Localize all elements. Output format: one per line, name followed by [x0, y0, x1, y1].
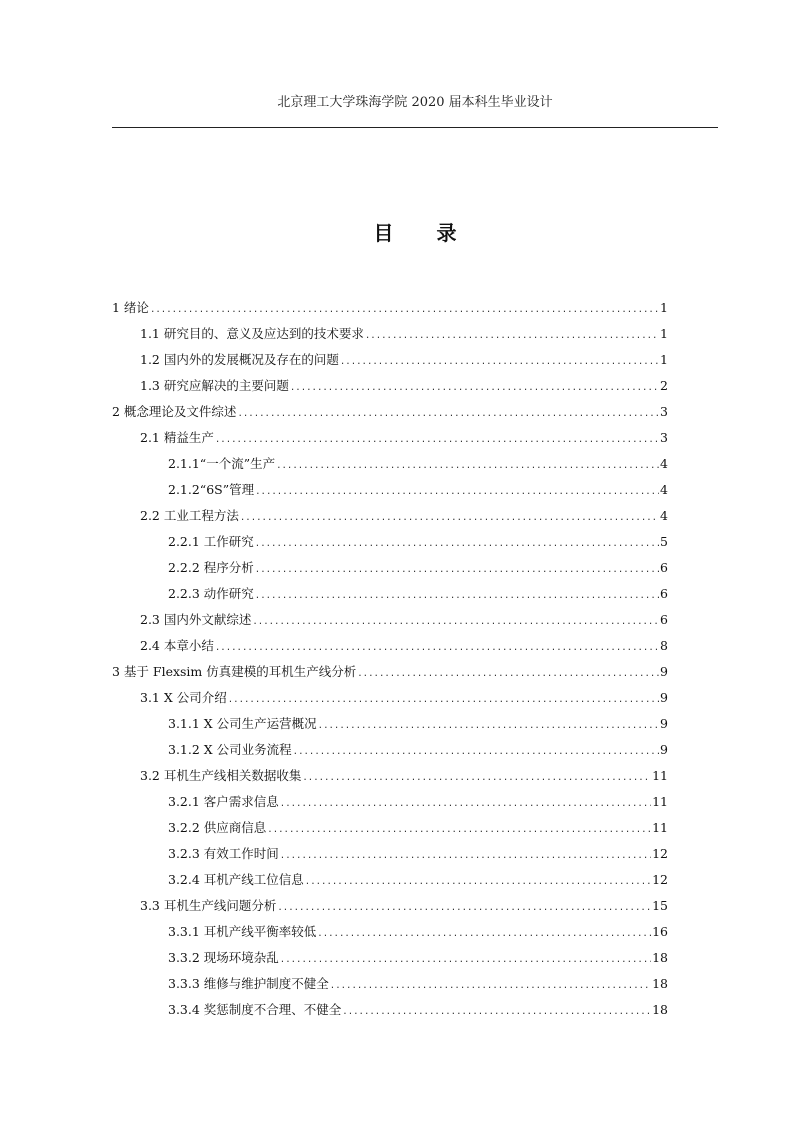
toc-entry-title: 3.2.4 耳机产线工位信息 [168, 872, 304, 887]
toc-page-number: 3 [660, 404, 668, 419]
toc-page-number: 6 [660, 560, 668, 575]
toc-dot-leader [215, 430, 659, 450]
toc-page-number: 5 [660, 534, 668, 549]
toc-page-number: 6 [660, 612, 668, 627]
toc-entry[interactable] [112, 896, 668, 922]
toc-entry[interactable] [112, 454, 668, 480]
toc-dot-leader [280, 950, 651, 970]
toc-page-number: 18 [652, 1002, 668, 1017]
toc-entry[interactable] [112, 870, 668, 896]
toc-page-number: 11 [652, 768, 668, 783]
toc-entry[interactable] [112, 636, 668, 662]
toc-dot-leader [237, 404, 659, 424]
toc-dot-leader [330, 976, 651, 996]
toc-entry-title: 3.2 耳机生产线相关数据收集 [140, 768, 302, 783]
toc-entry-title: 1.3 研究应解决的主要问题 [140, 378, 289, 393]
toc-dot-leader [255, 482, 659, 502]
toc-entry[interactable] [112, 740, 668, 766]
toc-dot-leader [357, 664, 659, 684]
page-header: 北京理工大学珠海学院 2020 届本科生毕业设计 [277, 95, 553, 110]
toc-entry[interactable] [112, 480, 668, 506]
toc-dot-leader [267, 820, 651, 840]
toc-entry-title: 1.2 国内外的发展概况及存在的问题 [140, 352, 339, 367]
toc-dot-leader [280, 846, 651, 866]
toc-page-number: 1 [660, 300, 668, 315]
toc-dot-leader [302, 768, 651, 788]
toc-dot-leader [150, 300, 659, 320]
toc-entry-title: 3.1.2 X 公司业务流程 [168, 742, 292, 757]
toc-entry[interactable] [112, 766, 668, 792]
toc-page-number: 18 [652, 950, 668, 965]
toc-entry[interactable] [112, 506, 668, 532]
toc-entry-title: 3.3.2 现场环境杂乱 [168, 950, 279, 965]
toc-entry[interactable] [112, 792, 668, 818]
toc-dot-leader [280, 794, 651, 814]
toc-entry-title: 3.3.1 耳机产线平衡率较低 [168, 924, 317, 939]
toc-entry[interactable] [112, 558, 668, 584]
toc-dot-leader [290, 378, 659, 398]
toc-page-number: 9 [660, 690, 668, 705]
toc-page-number: 9 [660, 664, 668, 679]
toc-entry-title: 2.2.2 程序分析 [168, 560, 254, 575]
table-of-contents [112, 298, 668, 1026]
toc-dot-leader [228, 690, 659, 710]
toc-entry[interactable] [112, 350, 668, 376]
toc-page-number: 9 [660, 716, 668, 731]
toc-entry-title: 2.2.3 动作研究 [168, 586, 254, 601]
toc-entry[interactable] [112, 584, 668, 610]
toc-dot-leader [240, 508, 659, 528]
toc-title: 目 录 [373, 221, 475, 245]
toc-entry[interactable] [112, 714, 668, 740]
toc-entry[interactable] [112, 428, 668, 454]
toc-entry-title: 3.3.3 维修与维护制度不健全 [168, 976, 329, 991]
toc-entry-title: 3.1.1 X 公司生产运营概况 [168, 716, 317, 731]
toc-entry[interactable] [112, 662, 668, 688]
toc-entry-title: 2.4 本章小结 [140, 638, 214, 653]
toc-page-number: 11 [652, 794, 668, 809]
toc-entry-title: 3.2.1 客户需求信息 [168, 794, 279, 809]
toc-page-number: 9 [660, 742, 668, 757]
header-divider [112, 127, 718, 128]
toc-page-number: 18 [652, 976, 668, 991]
toc-dot-leader [342, 1002, 651, 1022]
toc-entry[interactable] [112, 532, 668, 558]
toc-entry[interactable] [112, 298, 668, 324]
toc-entry-title: 3.1 X 公司介绍 [140, 690, 227, 705]
toc-dot-leader [276, 456, 659, 476]
toc-entry[interactable] [112, 818, 668, 844]
toc-entry[interactable] [112, 324, 668, 350]
toc-page-number: 2 [660, 378, 668, 393]
toc-page-number: 11 [652, 820, 668, 835]
toc-dot-leader [255, 560, 659, 580]
toc-entry-title: 1 绪论 [112, 300, 149, 315]
toc-dot-leader [340, 352, 659, 372]
toc-page-number: 6 [660, 586, 668, 601]
toc-entry-title: 2.1.1“一个流”生产 [168, 456, 276, 471]
toc-dot-leader [215, 638, 659, 658]
toc-dot-leader [317, 924, 651, 944]
toc-page-number: 15 [652, 898, 668, 913]
toc-page-number: 8 [660, 638, 668, 653]
toc-entry[interactable] [112, 610, 668, 636]
toc-dot-leader [252, 612, 659, 632]
toc-page-number: 16 [652, 924, 668, 939]
toc-entry[interactable] [112, 402, 668, 428]
toc-entry-title: 2.1.2“6S”管理 [168, 482, 255, 497]
toc-entry-title: 2.3 国内外文献综述 [140, 612, 252, 627]
toc-dot-leader [293, 742, 659, 762]
toc-page-number: 12 [652, 846, 668, 861]
toc-page-number: 4 [660, 482, 668, 497]
toc-page-number: 1 [660, 326, 668, 341]
toc-entry[interactable] [112, 922, 668, 948]
toc-entry-title: 2.1 精益生产 [140, 430, 214, 445]
toc-entry-title: 2 概念理论及文件综述 [112, 404, 237, 419]
toc-entry-title: 2.2.1 工作研究 [168, 534, 254, 549]
toc-dot-leader [255, 534, 659, 554]
toc-entry[interactable] [112, 844, 668, 870]
toc-entry-title: 2.2 工业工程方法 [140, 508, 239, 523]
toc-entry-title: 3.3.4 奖惩制度不合理、不健全 [168, 1002, 342, 1017]
toc-entry-title: 1.1 研究目的、意义及应达到的技术要求 [140, 326, 364, 341]
toc-page-number: 4 [660, 508, 668, 523]
toc-entry[interactable] [112, 376, 668, 402]
toc-dot-leader [255, 586, 659, 606]
toc-dot-leader [365, 326, 659, 346]
toc-entry-title: 3.3 耳机生产线问题分析 [140, 898, 277, 913]
toc-entry-title: 3.2.2 供应商信息 [168, 820, 267, 835]
toc-page-number: 3 [660, 430, 668, 445]
toc-page-number: 4 [660, 456, 668, 471]
toc-entry[interactable] [112, 974, 668, 1000]
toc-entry[interactable] [112, 688, 668, 714]
toc-dot-leader [305, 872, 651, 892]
toc-dot-leader [277, 898, 651, 918]
toc-page-number: 1 [660, 352, 668, 367]
toc-entry[interactable] [112, 1000, 668, 1026]
toc-entry-title: 3.2.3 有效工作时间 [168, 846, 279, 861]
toc-entry-title: 3 基于 Flexsim 仿真建模的耳机生产线分析 [112, 664, 357, 679]
toc-dot-leader [318, 716, 659, 736]
toc-entry[interactable] [112, 948, 668, 974]
toc-page-number: 12 [652, 872, 668, 887]
